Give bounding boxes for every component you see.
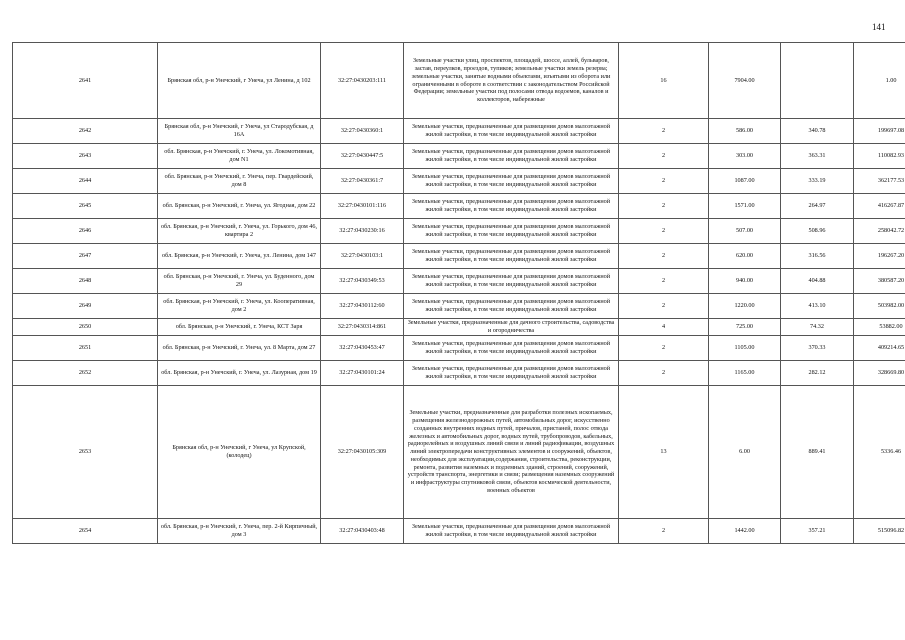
cadastral-number-cell: 32:27:0430112:60 — [321, 294, 404, 319]
cadastral-number-cell: 32:27:0430101:116 — [321, 194, 404, 219]
cadastral-value-cell: 362177.53 — [854, 169, 905, 194]
group-cell: 2 — [619, 336, 709, 361]
table-row — [13, 319, 905, 336]
area-cell: 303.00 — [709, 144, 781, 169]
specific-value-cell: 404.88 — [781, 269, 854, 294]
row-number: 2647 — [13, 244, 158, 269]
specific-value-cell: 264.97 — [781, 194, 854, 219]
cadastral-number-cell: 32:27:0430361:7 — [321, 169, 404, 194]
area-cell: 1220.00 — [709, 294, 781, 319]
cadastral-number-cell: 32:27:0430203:111 — [321, 43, 404, 119]
specific-value-cell: 508.96 — [781, 219, 854, 244]
group-cell: 2 — [619, 144, 709, 169]
specific-value-cell: 889.41 — [781, 386, 854, 519]
specific-value-cell: 363.31 — [781, 144, 854, 169]
land-purpose-cell: Земельные участки, предназначенные для размещения домов малоэтажной жилой застройки, в том числе индивидуальной жилой застройки — [404, 119, 619, 144]
cadastral-number-cell: 32:27:0430101:24 — [321, 361, 404, 386]
cadastral-number-cell: 32:27:0430360:1 — [321, 119, 404, 144]
address-cell: обл. Брянская, р-н Унечский, г. Унеча, пер. 2-й Кирпичный, дом 3 — [158, 519, 321, 544]
row-number: 2643 — [13, 144, 158, 169]
land-purpose-cell: Земельные участки, предназначенные для разработки полезных ископаемых, размещения железнодорожных путей, автомобильных дорог, искусственно созданных внутренних водных путей, причалов, пристаней, полос отвода железных и автомобильных дорог, водных путей, трубопроводов, кабельных, радиорелейных и воздушных линий связи и линий радиофикации, воздушных линий электропередачи конструктивных элементов и сооружений, объектов, необходимых для эксплуатации,содержания, строительства, реконструкции, ремонта, развития наземных и подземных зданий, строений, сооружений, устройств транспорта, энергетики и связи; размещения наземных сооружений и инфраструктуры спутниковой связи, объектов космической деятельности, военных объектов — [404, 386, 619, 519]
cadastral-value-cell: 196267.20 — [854, 244, 905, 269]
address-cell: обл. Брянская, р-н Унечский, г. Унеча, ул. Буденного, дом 29 — [158, 269, 321, 294]
area-cell: 1165.00 — [709, 361, 781, 386]
land-purpose-cell: Земельные участки, предназначенные для размещения домов малоэтажной жилой застройки, в том числе индивидуальной жилой застройки — [404, 244, 619, 269]
group-cell: 2 — [619, 519, 709, 544]
area-cell: 1442.00 — [709, 519, 781, 544]
table-row — [13, 336, 905, 361]
group-cell: 2 — [619, 361, 709, 386]
group-cell: 16 — [619, 43, 709, 119]
specific-value-cell: 333.19 — [781, 169, 854, 194]
area-cell: 1571.00 — [709, 194, 781, 219]
table-row — [13, 294, 905, 319]
table-row — [13, 169, 905, 194]
cadastral-number-cell: 32:27:0430453:47 — [321, 336, 404, 361]
row-number: 2644 — [13, 169, 158, 194]
cadastral-value-cell: 258042.72 — [854, 219, 905, 244]
group-cell: 13 — [619, 386, 709, 519]
row-number: 2650 — [13, 319, 158, 336]
table-row — [13, 361, 905, 386]
cadastral-number-cell: 32:27:0430349:53 — [321, 269, 404, 294]
group-cell: 2 — [619, 244, 709, 269]
land-purpose-cell: Земельные участки, предназначенные для размещения домов малоэтажной жилой застройки, в том числе индивидуальной жилой застройки — [404, 294, 619, 319]
land-purpose-cell: Земельные участки, предназначенные для дачного строительства, садоводства и огородничества — [404, 319, 619, 336]
cadastral-number-cell: 32:27:0430230:16 — [321, 219, 404, 244]
address-cell: обл. Брянская, р-н Унечский, г. Унеча, КСТ Заря — [158, 319, 321, 336]
page-number: 141 — [872, 22, 886, 32]
row-number: 2653 — [13, 386, 158, 519]
table-row — [13, 144, 905, 169]
address-cell: обл. Брянская, р-н Унечский, г. Унеча, ул. Локомотивная, дом N1 — [158, 144, 321, 169]
land-purpose-cell: Земельные участки, предназначенные для размещения домов малоэтажной жилой застройки, в том числе индивидуальной жилой застройки — [404, 361, 619, 386]
cadastral-number-cell: 32:27:0430447:5 — [321, 144, 404, 169]
row-number: 2646 — [13, 219, 158, 244]
specific-value-cell: 370.33 — [781, 336, 854, 361]
group-cell: 4 — [619, 319, 709, 336]
land-purpose-cell: Земельные участки, предназначенные для размещения домов малоэтажной жилой застройки, в том числе индивидуальной жилой застройки — [404, 269, 619, 294]
specific-value-cell: 357.21 — [781, 519, 854, 544]
row-number: 2645 — [13, 194, 158, 219]
table-row — [13, 119, 905, 144]
land-purpose-cell: Земельные участки, предназначенные для размещения домов малоэтажной жилой застройки, в том числе индивидуальной жилой застройки — [404, 219, 619, 244]
row-number: 2648 — [13, 269, 158, 294]
address-cell: Брянская обл, р-н Унечский, г Унеча, ул Крупской, (колодец) — [158, 386, 321, 519]
group-cell: 2 — [619, 269, 709, 294]
address-cell: обл. Брянская, р-н Унечский, г. Унеча, ул. Ленина, дом 147 — [158, 244, 321, 269]
area-cell: 725.00 — [709, 319, 781, 336]
cadastral-number-cell: 32:27:0430403:48 — [321, 519, 404, 544]
row-number: 2654 — [13, 519, 158, 544]
group-cell: 2 — [619, 169, 709, 194]
group-cell: 2 — [619, 119, 709, 144]
cadastral-number-cell: 32:27:0430105:309 — [321, 386, 404, 519]
land-purpose-cell: Земельные участки, предназначенные для размещения домов малоэтажной жилой застройки, в том числе индивидуальной жилой застройки — [404, 144, 619, 169]
row-number: 2642 — [13, 119, 158, 144]
cadastral-value-cell: 515096.82 — [854, 519, 905, 544]
group-cell: 2 — [619, 219, 709, 244]
cadastral-value-cell: 503982.00 — [854, 294, 905, 319]
area-cell: 7904.00 — [709, 43, 781, 119]
land-purpose-cell: Земельные участки, предназначенные для размещения домов малоэтажной жилой застройки, в том числе индивидуальной жилой застройки — [404, 194, 619, 219]
row-number: 2649 — [13, 294, 158, 319]
land-purpose-cell: Земельные участки улиц, проспектов, площадей, шоссе, аллей, бульваров, застав, переулков, проездов, тупиков; земельные участки земель резерва; земельные участки, занятые водными объектами, изъятыми из оборота или ограниченными в обороте в соответствии с законодательством Российской Федерации; земельные участки под полосами отвода водоемов, каналов и коллекторов, набережные — [404, 43, 619, 119]
row-number: 2651 — [13, 336, 158, 361]
specific-value-cell: 340.78 — [781, 119, 854, 144]
specific-value-cell — [781, 43, 854, 119]
address-cell: обл. Брянская, р-н Унечский, г. Унеча, ул. Горького, дом 46, квартира 2 — [158, 219, 321, 244]
address-cell: Брянская обл, р-н Унечский, г Унеча, ул Стародубская, д 16А — [158, 119, 321, 144]
cadastral-value-cell: 199697.08 — [854, 119, 905, 144]
cadastral-value-cell: 1.00 — [854, 43, 905, 119]
specific-value-cell: 282.12 — [781, 361, 854, 386]
row-number: 2652 — [13, 361, 158, 386]
table-row — [13, 219, 905, 244]
table-row — [13, 194, 905, 219]
table-row — [13, 519, 905, 544]
area-cell: 620.00 — [709, 244, 781, 269]
address-cell: обл. Брянская, р-н Унечский, г. Унеча, ул. 8 Марта, дом 27 — [158, 336, 321, 361]
land-purpose-cell: Земельные участки, предназначенные для размещения домов малоэтажной жилой застройки, в том числе индивидуальной жилой застройки — [404, 519, 619, 544]
group-cell: 2 — [619, 194, 709, 219]
cadastral-value-cell: 110082.93 — [854, 144, 905, 169]
group-cell: 2 — [619, 294, 709, 319]
table-row — [13, 269, 905, 294]
table-row — [13, 386, 905, 519]
area-cell: 6.00 — [709, 386, 781, 519]
cadastral-number-cell: 32:27:0430103:1 — [321, 244, 404, 269]
area-cell: 586.00 — [709, 119, 781, 144]
cadastral-value-cell: 5336.46 — [854, 386, 905, 519]
cadastral-value-cell: 416267.87 — [854, 194, 905, 219]
land-purpose-cell: Земельные участки, предназначенные для размещения домов малоэтажной жилой застройки, в том числе индивидуальной жилой застройки — [404, 336, 619, 361]
area-cell: 1105.00 — [709, 336, 781, 361]
table-row — [13, 244, 905, 269]
land-purpose-cell: Земельные участки, предназначенные для размещения домов малоэтажной жилой застройки, в том числе индивидуальной жилой застройки — [404, 169, 619, 194]
cadastral-number-cell: 32:27:0430314:861 — [321, 319, 404, 336]
specific-value-cell: 316.56 — [781, 244, 854, 269]
area-cell: 507.00 — [709, 219, 781, 244]
address-cell: обл. Брянская, р-н Унечский, г. Унеча, ул. Лазурная, дом 19 — [158, 361, 321, 386]
area-cell: 940.00 — [709, 269, 781, 294]
specific-value-cell: 413.10 — [781, 294, 854, 319]
cadastral-value-cell: 409214.65 — [854, 336, 905, 361]
address-cell: обл. Брянская, р-н Унечский, г. Унеча, ул. Ягодная, дом 22 — [158, 194, 321, 219]
cadastral-value-cell: 328669.80 — [854, 361, 905, 386]
address-cell: обл. Брянская, р-н Унечский, г. Унеча, ул. Кооперативная, дом 2 — [158, 294, 321, 319]
cadastral-value-table — [12, 42, 905, 544]
row-number: 2641 — [13, 43, 158, 119]
specific-value-cell: 74.32 — [781, 319, 854, 336]
cadastral-value-cell: 380587.20 — [854, 269, 905, 294]
address-cell: Брянская обл, р-н Унечский, г Унеча, ул Ленина, д 102 — [158, 43, 321, 119]
address-cell: обл. Брянская, р-н Унечский, г. Унеча, пер. Гвардейский, дом 8 — [158, 169, 321, 194]
table-row — [13, 43, 905, 119]
cadastral-value-cell: 53882.00 — [854, 319, 905, 336]
area-cell: 1087.00 — [709, 169, 781, 194]
